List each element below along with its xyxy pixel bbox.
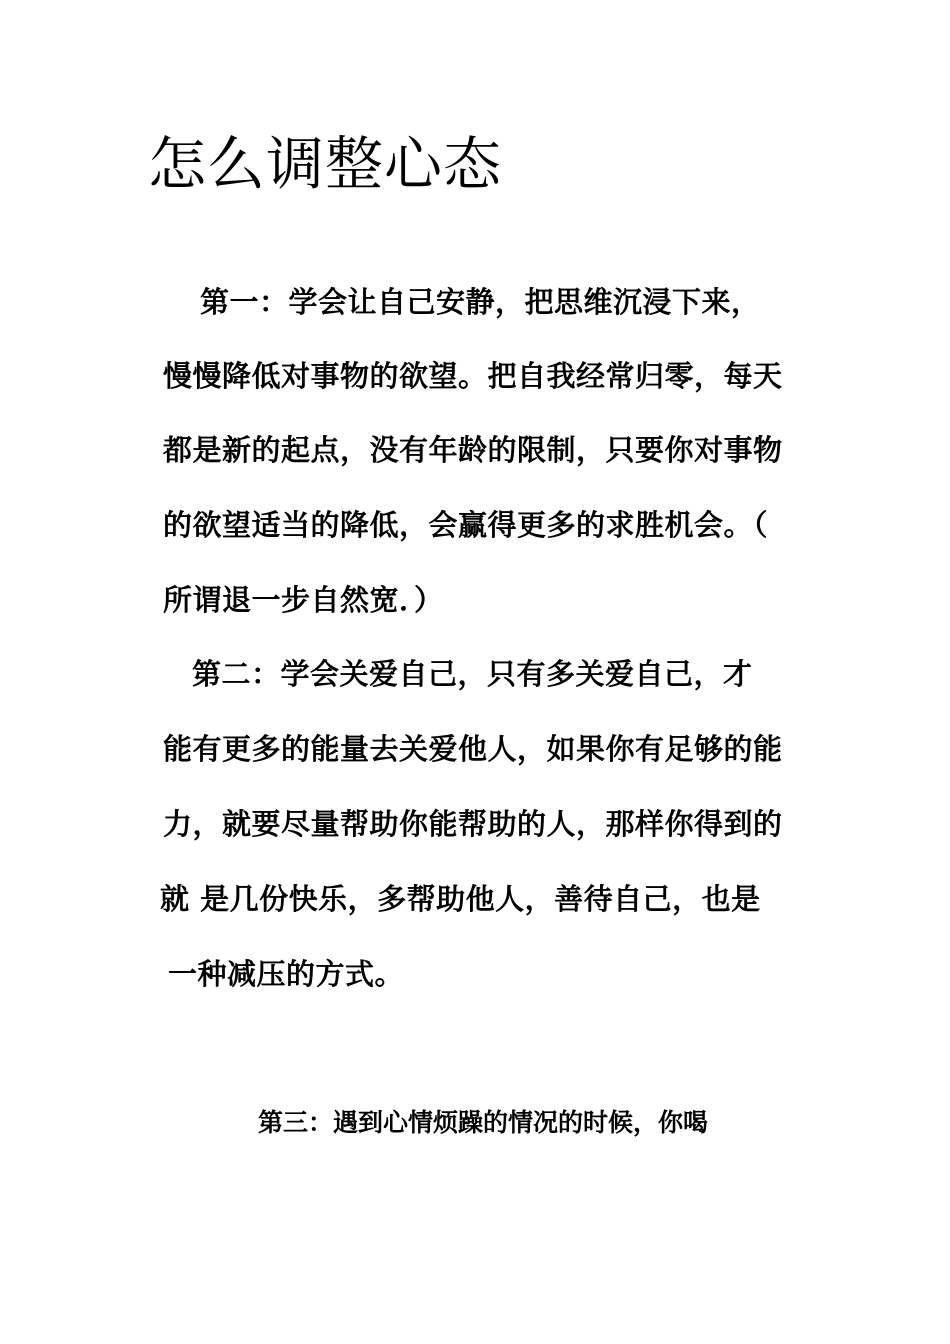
paragraph-2-line-2: 能有更多的能量去关爱他人，如果你有足够的能 xyxy=(163,732,783,766)
paragraph-3-line-1: 第三：遇到心情烦躁的情况的时候，你喝 xyxy=(258,1108,709,1137)
paragraph-1-line-1: 第一：学会让自己安静，把思维沉浸下来， xyxy=(200,285,761,319)
paragraph-2-line-3: 力，就要尽量帮助你能帮助的人，那样你得到的 xyxy=(163,807,783,841)
paragraph-1-line-2: 慢慢降低对事物的欲望。把自我经常归零，每天 xyxy=(163,359,783,393)
paragraph-2-line-4: 就 是几份快乐，多帮助他人，善待自己，也是 xyxy=(160,882,761,916)
paragraph-1-line-3: 都是新的起点，没有年龄的限制，只要你对事物 xyxy=(163,433,783,467)
paragraph-1-line-5: 所谓退一步自然宽．） xyxy=(163,583,444,617)
paragraph-2-line-1: 第二：学会关爱自己，只有多关爱自己，才 xyxy=(192,657,753,691)
paragraph-1-line-4: 的欲望适当的降低，会赢得更多的求胜机会。（ xyxy=(163,508,769,542)
paragraph-2-line-5: 一种减压的方式。 xyxy=(168,957,405,991)
document-title: 怎么调整心态 xyxy=(148,130,503,198)
